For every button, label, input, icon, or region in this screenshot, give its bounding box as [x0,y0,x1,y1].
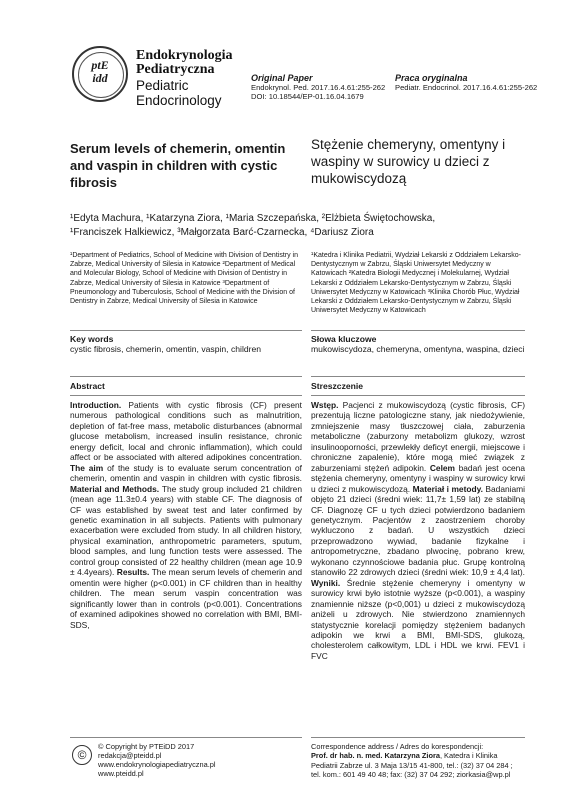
abstract-pl-results: Średnie stężenie chemeryny i omentyny w surowicy krwi było istotnie wyższe (p<0.001), a waspiny znamiennie niższe (p<0,001) u dzieci z mukowiscydozą aniżeli u zdrowych. Nie stwierdzono znamiennych statystycznie korelacji pomiędzy stężeniem badanych adipokin we krwi a BMI, BMI-SDS, glukozą, cholesterolem całkowitym, LDL i HDL we krwi. FEV1 i FVC [311,577,525,661]
abstract-pl-methods-heading: Materiał i metody. [412,483,483,494]
divider [311,737,525,738]
editorial-email[interactable]: redakcja@pteidd.pl [98,751,162,760]
authors-line-2: ¹Franciszek Halkiewicz, ³Małgorzata Barć-Czarnecka, ⁴Dariusz Ziora [70,227,374,238]
journal-website[interactable]: www.endokrynologiapediatryczna.pl [98,760,216,769]
keywords-en-label: Key words [70,334,114,344]
abstract-en-methods: The study group included 21 children (mean age 11.3±0.4 years) with stable CF. The diagnosis of CF was established by sweat test and later confirmed by genetic examination in all subjects. Patients with pulmonary exacerbation were excluded from study. In all children history, physical examination, anthropometric parameters, sputum, blood samples, and lung function tests were assessed. The control group consisted of 22 healthy children (mean age 10.9 ± 4.4years). [70,483,302,578]
journal-name-en-2: Endocrinology [136,93,222,108]
abstract-pl-intro: Pacjenci z mukowiscydozą (cystic fibrosis, CF) prezentują liczne patologiczne stany, jak niedożywienie, zmniejszenie masy tłuszczowej ciała, zaburzenia metaboliczne (zaburzony metabolizm glukozy, wzrost insulinooporności, przewlekły deficyt energii, miejscowe i chroniczne zapalenie), które mogą mieć związek z zaburzeniami stężeń adipokin. [311,400,525,473]
journal-ref-en: Endokrynol. Ped. 2017.16.4.61:255-262 [251,83,386,92]
divider [311,395,525,396]
abstract-en-intro-heading: Introduction. [70,400,122,410]
abstract-en-methods-heading: Material and Methods. [70,483,160,494]
correspondence-label: Correspondence address / Adres do korespondencji: [311,742,484,751]
abstract-en [70,400,302,730]
abstract-pl-results-heading: Wyniki. [311,577,341,588]
affiliations-en: ¹Department of Pediatrics, School of Medicine with Division of Dentistry in Zabrze, Medical University of Silesia in Katowice ²Department of Medical and Molecular Biology, School of Medicine with Division of Dentistry in Zabrze, Medical University of Silesia in Katowice ³Department of Pneumonology and Tuberculosis, School of Medicine with the Division of Dentistry in Zabrze, Medical University of Silesia in Katowice [70,252,298,306]
journal-name [136,49,232,107]
keywords-pl-text: mukowiscydoza, chemeryna, omentyna, waspina, dzieci [311,344,525,354]
title-pl: Stężenie chemeryny, omentyny i waspiny w surowicy u dzieci z mukowiscydozą [311,137,506,186]
abstract-en-intro: Patients with cystic fibrosis (CF) present numerous pathological conditions such as malnutrition, depletion of fat-free mass, metabolic disturbances (abnormal glucose metabolism, increased insulin resistance, chronic energy deficit, local and chronic inflammation), which could affect or be associated with altered adipokines concentration. [70,400,302,463]
keywords-pl [311,334,525,355]
abstract-pl-aim-heading: Celem [429,462,455,473]
doi: DOI: 10.18544/EP-01.16.04.1679 [251,92,364,102]
correspondence-details: , Katedra i Klinika Pediatrii Zabrze ul. 3 Maja 13/15 41-800, tel.: (32) 37 04 284 ; tel. kom.: 601 49 40 48; fax: (32) 37 04 292; ziorkasia@wp.pl [311,751,513,780]
abstract-pl [311,400,525,730]
affiliations-pl: ¹Katedra i Klinika Pediatrii, Wydział Lekarski z Oddziałem Lekarsko-Dentystycznym w Zabrzu, Śląski Uniwersytet Medyczny w Katowicach ²Katedra Biologii Medycznej i Molekularnej, Wydział Lekarski z Oddziałem Lekarsko-Dentystycznym w Zabrzu, Śląski Uniwersytet Medyczny w Katowicach ³Klinika Chorób Płuc, Wydział Lekarski z Oddziałem Lekarsko-Dentystycznym w Zabrzu, Śląski Uniwersytet Medyczny w Katowicach [311,252,522,315]
authors-line-1: ¹Edyta Machura, ¹Katarzyna Ziora, ¹Maria Szczepańska, ²Elżbieta Świętochowska, [70,213,436,224]
author-list [70,212,510,240]
journal-ref-pl: Pediatr. Endocrinol. 2017.16.4.61:255-262 [395,83,538,92]
header-left [251,73,411,102]
title-en: Serum levels of chemerin, omentin and vaspin in children with cystic fibrosis [70,141,286,190]
correspondence-name: Prof. dr hab. n. med. Katarzyna Ziora [311,751,440,761]
abstract-en-aim: of the study is to evaluate serum concentration of chemerin, omentin and vaspin in children with cystic fibrosis. [70,462,302,484]
paper-type-en: Original Paper [251,73,313,83]
keywords-pl-label: Słowa kluczowe [311,334,377,344]
abstract-en-results: The mean serum levels of chemerin and omentin were higher (p<0.001) in CF children than in healthy children. The mean serum vaspin concentration was significantly lower than in controls (p<0.001). Concentrations of examined adipokines showed no correlation with BMI, BMI-SDS, [70,567,302,630]
copyright-icon: © [72,745,92,765]
journal-name-pl-2: Pediatryczna [136,62,215,77]
journal-name-en-1: Pediatric [136,78,189,93]
abstract-pl-label: Streszczenie [311,381,364,391]
journal-logo [72,46,128,102]
abstract-en-aim-heading: The aim [70,462,104,473]
divider [70,737,302,738]
keywords-en [70,334,302,355]
abstract-en-label: Abstract [70,381,105,391]
abstract-pl-intro-heading: Wstęp. [311,400,339,410]
copyright-line: © Copyright by PTEiDD 2017 [98,742,195,751]
divider [311,330,525,331]
paper-type-pl: Praca oryginalna [395,73,468,83]
abstract-pl-aim: badań jest ocena stężenia chemeryny, omentyny i waspiny w surowicy krwi u dzieci z mukowiscydozą. [311,462,525,494]
journal-name-pl-1: Endokrynologia [136,48,233,63]
divider [70,376,302,377]
abstract-en-results-heading: Results. [116,567,150,578]
divider [70,330,302,331]
copyright-block [98,742,288,778]
keywords-en-text: cystic fibrosis, chemerin, omentin, vaspin, children [70,344,262,354]
abstract-pl-methods: Badaniami objęto 21 dzieci (średni wiek: 11,7± 1,59 lat) ze stabilną CF. Diagnozę CF u tych dzieci potwierdzono badaniem genetycznym. Pacjentów z zaostrzeniem choroby wykluczono z badań. U wszystkich dzieci przeprowadzono wywiad, badanie fizykalne i antropometryczne, zbadano plwocinę, pobrano krew, wykonano czynnościowe badania płuc. Grupę kontrolną stanowiło 22 zdrowych dzieci (średni wiek: 10,9 ± 4,4 lat). [311,483,525,578]
logo-monogram: ptE idd [91,58,109,85]
divider [70,395,302,396]
society-website[interactable]: www.pteidd.pl [98,769,144,778]
divider [311,376,525,377]
header-right [395,73,555,92]
correspondence-block [311,742,523,780]
